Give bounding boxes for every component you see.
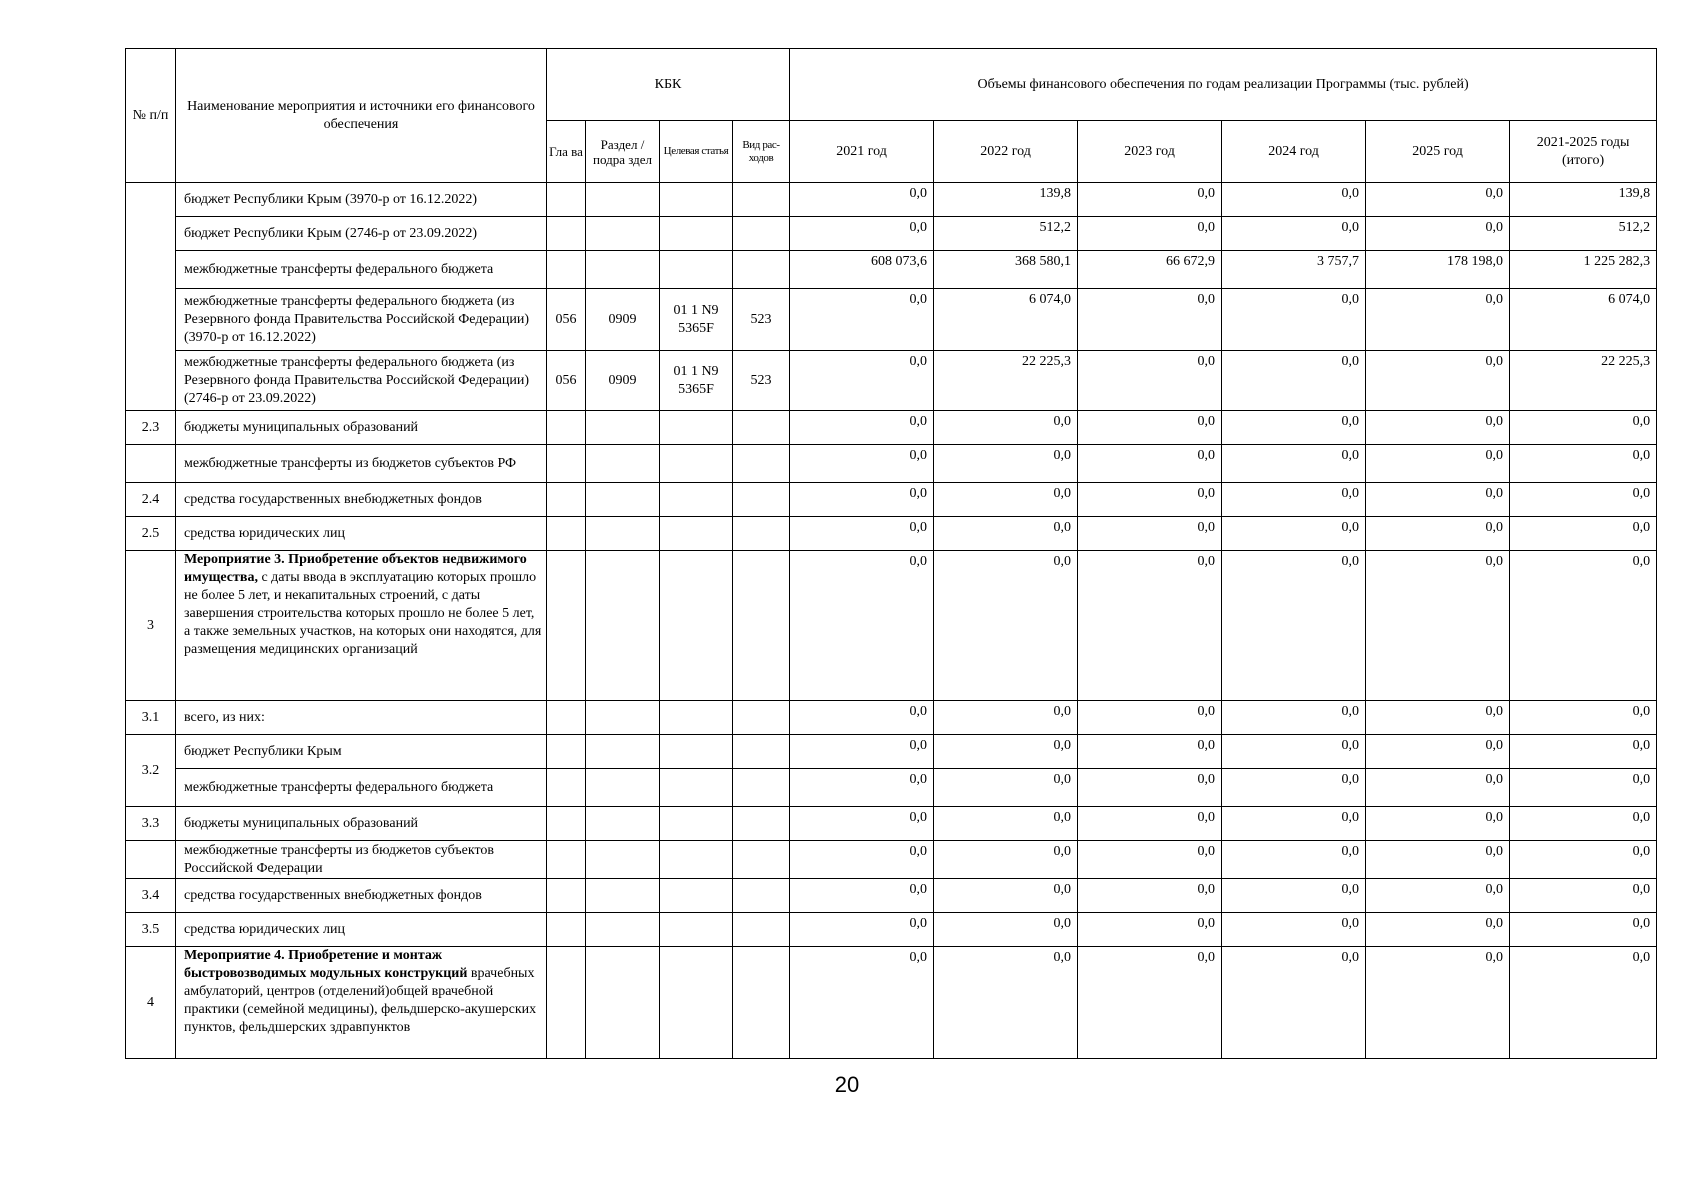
header-year-2022: 2022 год: [934, 121, 1078, 183]
value-cell: 0,0: [1366, 879, 1510, 913]
kbk-cell: [660, 879, 733, 913]
row-name-rest: врачебных амбулаторий, центров (отделений)общей врачебной практики (семейной медицины), фельдшерско-акушерских пунктов, фельдшерских здравпунктов: [184, 966, 537, 1035]
value-cell: 0,0: [1078, 217, 1222, 251]
value-cell: 0,0: [1222, 735, 1366, 769]
value-cell: 0,0: [790, 807, 934, 841]
table-row: [126, 251, 1657, 289]
value-cell: 0,0: [790, 735, 934, 769]
row-name: бюджет Республики Крым (2746-р от 23.09.2022): [176, 217, 547, 251]
value-cell: 0,0: [1366, 217, 1510, 251]
kbk-cell: [586, 517, 660, 551]
value-cell: 22 225,3: [1510, 351, 1657, 411]
value-cell: 0,0: [1222, 217, 1366, 251]
value-cell: 0,0: [790, 551, 934, 701]
value-cell: 0,0: [1510, 483, 1657, 517]
value-cell: 139,8: [1510, 183, 1657, 217]
table-row: [126, 947, 1657, 1059]
row-number: 4: [126, 947, 176, 1059]
value-cell: 0,0: [790, 769, 934, 807]
kbk-cell: [660, 217, 733, 251]
value-cell: 0,0: [1366, 807, 1510, 841]
kbk-cell: [733, 483, 790, 517]
table-row: [126, 735, 1657, 769]
kbk-cell: [547, 445, 586, 483]
row-name: бюджеты муниципальных образований: [176, 411, 547, 445]
kbk-cell: [547, 947, 586, 1059]
value-cell: 0,0: [934, 517, 1078, 551]
kbk-cell: [586, 551, 660, 701]
header-kbk-tselevaya-statya: Целевая статья: [660, 121, 733, 183]
value-cell: 0,0: [1510, 841, 1657, 879]
kbk-cell: [660, 769, 733, 807]
kbk-cell: 01 1 N9 5365F: [660, 289, 733, 351]
row-number: [126, 445, 176, 483]
value-cell: 0,0: [934, 947, 1078, 1059]
kbk-cell: [586, 701, 660, 735]
kbk-cell: 01 1 N9 5365F: [660, 351, 733, 411]
table-body: [126, 183, 1657, 1059]
kbk-cell: [660, 947, 733, 1059]
financing-table-sheet: [125, 48, 1656, 1059]
table-row: [126, 351, 1657, 411]
kbk-cell: [660, 483, 733, 517]
header-kbk-razdel: Раздел /подра здел: [586, 121, 660, 183]
row-number: [126, 841, 176, 879]
row-number: 3.1: [126, 701, 176, 735]
kbk-cell: [586, 841, 660, 879]
kbk-cell: [660, 183, 733, 217]
header-kbk: КБК: [547, 49, 790, 121]
value-cell: 0,0: [1078, 289, 1222, 351]
kbk-cell: [733, 735, 790, 769]
value-cell: 0,0: [1510, 445, 1657, 483]
kbk-cell: [733, 251, 790, 289]
page-number: 20: [834, 1072, 860, 1097]
kbk-cell: [660, 411, 733, 445]
kbk-cell: [733, 879, 790, 913]
row-number: 2.4: [126, 483, 176, 517]
value-cell: 0,0: [1222, 517, 1366, 551]
value-cell: 0,0: [790, 879, 934, 913]
table-row: [126, 483, 1657, 517]
kbk-cell: [586, 879, 660, 913]
header-kbk-vid-raskhodov: Вид рас- ходов: [733, 121, 790, 183]
financing-table: [125, 48, 1657, 1059]
row-number: 3.5: [126, 913, 176, 947]
row-name: межбюджетные трансферты федерального бюджета: [176, 769, 547, 807]
header-volumes: Объемы финансового обеспечения по годам реализации Программы (тыс. рублей): [790, 49, 1657, 121]
value-cell: 0,0: [790, 483, 934, 517]
value-cell: 0,0: [1510, 735, 1657, 769]
table-row: [126, 701, 1657, 735]
header-kbk-glava: Гла ва: [547, 121, 586, 183]
kbk-cell: [547, 913, 586, 947]
kbk-cell: [586, 913, 660, 947]
value-cell: 0,0: [934, 841, 1078, 879]
value-cell: 0,0: [1222, 351, 1366, 411]
kbk-cell: [733, 517, 790, 551]
value-cell: 0,0: [1078, 183, 1222, 217]
value-cell: 0,0: [934, 701, 1078, 735]
value-cell: 0,0: [1078, 551, 1222, 701]
kbk-cell: 0909: [586, 289, 660, 351]
value-cell: 0,0: [1222, 483, 1366, 517]
kbk-cell: [660, 913, 733, 947]
table-row: [126, 183, 1657, 217]
kbk-cell: [586, 445, 660, 483]
table-row: [126, 807, 1657, 841]
value-cell: 0,0: [1078, 445, 1222, 483]
table-row: [126, 217, 1657, 251]
kbk-cell: [733, 769, 790, 807]
value-cell: 0,0: [1366, 551, 1510, 701]
value-cell: 0,0: [1078, 879, 1222, 913]
value-cell: 0,0: [1222, 701, 1366, 735]
kbk-cell: [547, 517, 586, 551]
header-pp: № п/п: [126, 49, 176, 183]
value-cell: 0,0: [790, 947, 934, 1059]
value-cell: 0,0: [1366, 769, 1510, 807]
value-cell: 0,0: [1222, 841, 1366, 879]
header-year-total: 2021-2025 годы (итого): [1510, 121, 1657, 183]
value-cell: 0,0: [1366, 289, 1510, 351]
kbk-cell: [547, 841, 586, 879]
row-name: средства юридических лиц: [176, 913, 547, 947]
value-cell: 0,0: [1078, 807, 1222, 841]
kbk-cell: [547, 769, 586, 807]
value-cell: 0,0: [1078, 913, 1222, 947]
row-name: всего, из них:: [176, 701, 547, 735]
value-cell: 0,0: [1222, 183, 1366, 217]
kbk-cell: [547, 483, 586, 517]
kbk-cell: [586, 947, 660, 1059]
table-row: [126, 411, 1657, 445]
kbk-cell: [586, 807, 660, 841]
kbk-cell: [733, 217, 790, 251]
value-cell: 0,0: [1078, 701, 1222, 735]
table-row: [126, 913, 1657, 947]
row-name-bold: Мероприятие 3. Приобретение объектов недвижимого имущества,: [184, 552, 527, 585]
value-cell: 0,0: [790, 517, 934, 551]
header-year-2024: 2024 год: [1222, 121, 1366, 183]
row-number: 2.5: [126, 517, 176, 551]
row-name: бюджет Республики Крым: [176, 735, 547, 769]
kbk-cell: [733, 807, 790, 841]
value-cell: 0,0: [790, 445, 934, 483]
row-name: [176, 551, 547, 701]
kbk-cell: [733, 411, 790, 445]
table-row: [126, 517, 1657, 551]
value-cell: 0,0: [1366, 183, 1510, 217]
value-cell: 6 074,0: [1510, 289, 1657, 351]
row-number: 2.3: [126, 411, 176, 445]
kbk-cell: [733, 841, 790, 879]
value-cell: 22 225,3: [934, 351, 1078, 411]
value-cell: 0,0: [1078, 411, 1222, 445]
value-cell: 0,0: [1078, 351, 1222, 411]
kbk-cell: [547, 735, 586, 769]
value-cell: 0,0: [790, 701, 934, 735]
value-cell: 0,0: [1078, 517, 1222, 551]
kbk-cell: 523: [733, 289, 790, 351]
value-cell: 0,0: [934, 769, 1078, 807]
value-cell: 139,8: [934, 183, 1078, 217]
value-cell: 178 198,0: [1366, 251, 1510, 289]
kbk-cell: [547, 251, 586, 289]
value-cell: 0,0: [1078, 483, 1222, 517]
kbk-cell: [547, 807, 586, 841]
value-cell: 0,0: [1366, 841, 1510, 879]
value-cell: 512,2: [1510, 217, 1657, 251]
kbk-cell: [547, 879, 586, 913]
row-name-rest: с даты ввода в эксплуатацию которых прошло не более 5 лет, и некапитальных строений, с даты завершения строительства которых прошло не более 5 лет, а также земельных участков, на которых они находятся, для размещения медицинских организаций: [184, 570, 542, 657]
value-cell: 0,0: [934, 411, 1078, 445]
value-cell: 0,0: [934, 735, 1078, 769]
kbk-cell: [586, 217, 660, 251]
value-cell: 1 225 282,3: [1510, 251, 1657, 289]
kbk-cell: [547, 551, 586, 701]
kbk-cell: [547, 701, 586, 735]
kbk-cell: [660, 701, 733, 735]
value-cell: 608 073,6: [790, 251, 934, 289]
value-cell: 512,2: [934, 217, 1078, 251]
value-cell: 0,0: [1222, 769, 1366, 807]
value-cell: 0,0: [1510, 551, 1657, 701]
kbk-cell: [660, 807, 733, 841]
row-name: межбюджетные трансферты из бюджетов субъектов РФ: [176, 445, 547, 483]
value-cell: 368 580,1: [934, 251, 1078, 289]
kbk-cell: [660, 841, 733, 879]
header-year-2021: 2021 год: [790, 121, 934, 183]
row-name: межбюджетные трансферты из бюджетов субъектов Российской Федерации: [176, 841, 547, 879]
kbk-cell: [660, 251, 733, 289]
table-row: [126, 289, 1657, 351]
row-name: межбюджетные трансферты федерального бюджета: [176, 251, 547, 289]
value-cell: 0,0: [934, 807, 1078, 841]
table-row: [126, 551, 1657, 701]
kbk-cell: [733, 947, 790, 1059]
value-cell: 0,0: [790, 841, 934, 879]
kbk-cell: 056: [547, 289, 586, 351]
value-cell: 0,0: [1510, 913, 1657, 947]
value-cell: 0,0: [934, 551, 1078, 701]
kbk-cell: [733, 551, 790, 701]
table-row: [126, 445, 1657, 483]
value-cell: 0,0: [1366, 483, 1510, 517]
kbk-cell: [586, 183, 660, 217]
kbk-cell: [733, 445, 790, 483]
row-name: средства государственных внебюджетных фондов: [176, 879, 547, 913]
kbk-cell: 056: [547, 351, 586, 411]
value-cell: 0,0: [1510, 701, 1657, 735]
row-name: межбюджетные трансферты федерального бюджета (из Резервного фонда Правительства Российской Федерации) (2746-р от 23.09.2022): [176, 351, 547, 411]
kbk-cell: [547, 411, 586, 445]
value-cell: 0,0: [1366, 701, 1510, 735]
row-name: [176, 947, 547, 1059]
row-number: 3.2: [126, 735, 176, 807]
value-cell: 0,0: [790, 183, 934, 217]
kbk-cell: [586, 483, 660, 517]
kbk-cell: [660, 735, 733, 769]
value-cell: 0,0: [1510, 517, 1657, 551]
kbk-cell: [660, 551, 733, 701]
value-cell: 0,0: [934, 445, 1078, 483]
value-cell: 0,0: [1222, 913, 1366, 947]
kbk-cell: [586, 251, 660, 289]
value-cell: 0,0: [790, 217, 934, 251]
value-cell: 0,0: [1222, 879, 1366, 913]
value-cell: 0,0: [934, 483, 1078, 517]
kbk-cell: 0909: [586, 351, 660, 411]
value-cell: 0,0: [1366, 411, 1510, 445]
row-name: средства государственных внебюджетных фондов: [176, 483, 547, 517]
row-number: 3.3: [126, 807, 176, 841]
header-year-2023: 2023 год: [1078, 121, 1222, 183]
value-cell: 0,0: [1510, 769, 1657, 807]
value-cell: 0,0: [934, 879, 1078, 913]
value-cell: 0,0: [1222, 807, 1366, 841]
value-cell: 3 757,7: [1222, 251, 1366, 289]
row-number: 3: [126, 551, 176, 701]
row-name-bold: Мероприятие 4. Приобретение и монтаж быстровозводимых модульных конструкций: [184, 948, 468, 981]
header-year-2025: 2025 год: [1366, 121, 1510, 183]
value-cell: 0,0: [790, 411, 934, 445]
value-cell: 0,0: [1510, 879, 1657, 913]
row-name: средства юридических лиц: [176, 517, 547, 551]
kbk-cell: [733, 913, 790, 947]
value-cell: 0,0: [1222, 445, 1366, 483]
kbk-cell: [660, 517, 733, 551]
kbk-cell: [586, 769, 660, 807]
header-name: Наименование мероприятия и источники его финансового обеспечения: [176, 49, 547, 183]
row-number: [126, 183, 176, 411]
value-cell: 0,0: [1510, 807, 1657, 841]
value-cell: 0,0: [790, 289, 934, 351]
value-cell: 0,0: [1510, 947, 1657, 1059]
value-cell: 0,0: [1078, 735, 1222, 769]
value-cell: 0,0: [1078, 841, 1222, 879]
value-cell: 0,0: [1366, 517, 1510, 551]
value-cell: 0,0: [790, 913, 934, 947]
value-cell: 0,0: [1366, 735, 1510, 769]
table-row: [126, 841, 1657, 879]
kbk-cell: [660, 445, 733, 483]
value-cell: 0,0: [1366, 445, 1510, 483]
value-cell: 0,0: [1366, 947, 1510, 1059]
row-name: бюджеты муниципальных образований: [176, 807, 547, 841]
kbk-cell: 523: [733, 351, 790, 411]
value-cell: 0,0: [1222, 947, 1366, 1059]
value-cell: 0,0: [1222, 411, 1366, 445]
kbk-cell: [733, 183, 790, 217]
table-row: [126, 879, 1657, 913]
value-cell: 66 672,9: [1078, 251, 1222, 289]
row-name: бюджет Республики Крым (3970-р от 16.12.2022): [176, 183, 547, 217]
value-cell: 0,0: [1366, 913, 1510, 947]
value-cell: 0,0: [1078, 947, 1222, 1059]
value-cell: 0,0: [1222, 289, 1366, 351]
value-cell: 0,0: [934, 913, 1078, 947]
value-cell: 0,0: [1510, 411, 1657, 445]
value-cell: 6 074,0: [934, 289, 1078, 351]
kbk-cell: [547, 183, 586, 217]
kbk-cell: [586, 735, 660, 769]
kbk-cell: [733, 701, 790, 735]
kbk-cell: [547, 217, 586, 251]
kbk-cell: [586, 411, 660, 445]
value-cell: 0,0: [1078, 769, 1222, 807]
value-cell: 0,0: [1366, 351, 1510, 411]
row-number: 3.4: [126, 879, 176, 913]
value-cell: 0,0: [1222, 551, 1366, 701]
value-cell: 0,0: [790, 351, 934, 411]
table-row: [126, 769, 1657, 807]
row-name: межбюджетные трансферты федерального бюджета (из Резервного фонда Правительства Российской Федерации) (3970-р от 16.12.2022): [176, 289, 547, 351]
